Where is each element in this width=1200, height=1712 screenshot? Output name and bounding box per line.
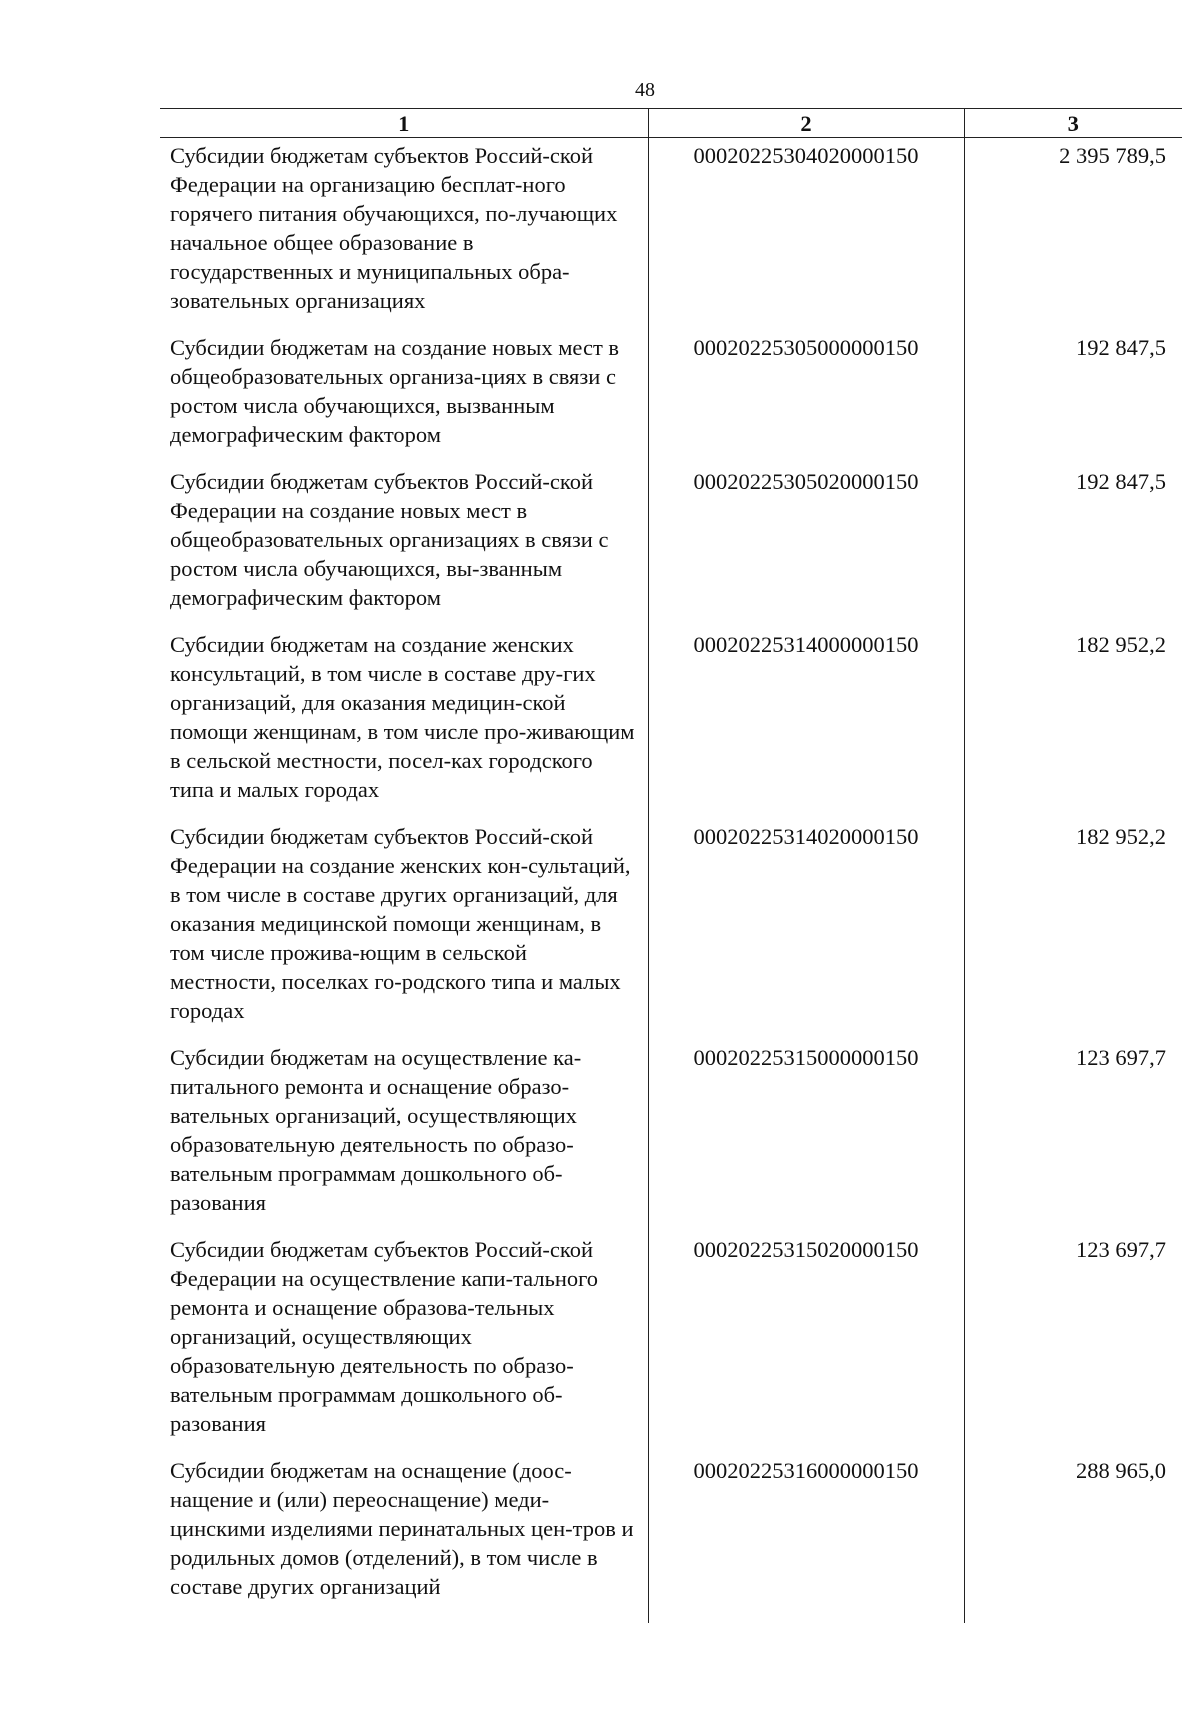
row-name-cell: Субсидии бюджетам на создание женских консультаций, в том числе в составе дру-гих организаций, для оказания медицин-ской помощи женщинам, в том числе про-живающим в сельской местности, посел-ках городского типа и малых городах (170, 632, 635, 802)
table-row (160, 330, 1182, 464)
row-code-cell: 00020225314020000150 (648, 819, 964, 1040)
row-code-cell: 00020225316000000150 (648, 1453, 964, 1623)
table-header-row (160, 109, 1182, 138)
page-number: 48 (635, 79, 655, 101)
table-row (160, 138, 1182, 331)
table-row (160, 1232, 1182, 1453)
column-header-3: 3 (964, 109, 1182, 138)
row-name-cell: Субсидии бюджетам субъектов Россий-ской Федерации на создание женских кон-сультаций, в том числе в составе других организаций, для оказания медицинской помощи женщинам, в том числе прожива-ющим в сельской местности, поселках го-родского типа и малых городах (170, 824, 631, 1023)
row-amount-cell: 123 697,7 (964, 1232, 1182, 1453)
row-code-cell: 00020225315000000150 (648, 1040, 964, 1232)
row-code-cell: 00020225304020000150 (648, 138, 964, 331)
table-row (160, 464, 1182, 627)
row-code-cell: 00020225315020000150 (648, 1232, 964, 1453)
row-name-cell: Субсидии бюджетам субъектов Россий-ской Федерации на создание новых мест в общеобразовательных организациях в связи с ростом числа обучающихся, вы-званным демографическим фактором (170, 469, 609, 610)
row-name-cell: Субсидии бюджетам на осуществление ка-питального ремонта и оснащение образо-вательных организаций, осуществляющих образовательную деятельность по образо-вательным программам дошкольного об-разования (170, 1045, 582, 1215)
row-code-cell: 00020225305020000150 (648, 464, 964, 627)
row-code-cell: 00020225305000000150 (648, 330, 964, 464)
row-amount-cell: 192 847,5 (964, 330, 1182, 464)
table-row (160, 819, 1182, 1040)
table-row (160, 1453, 1182, 1623)
row-amount-cell: 2 395 789,5 (964, 138, 1182, 331)
row-amount-cell: 123 697,7 (964, 1040, 1182, 1232)
row-name-cell: Субсидии бюджетам субъектов Россий-ской Федерации на осуществление капи-тального ремонта и оснащение образова-тельных организаций, осуществляющих образовательную деятельность по образо-вательным программам дошкольного об-разования (170, 1237, 599, 1436)
row-name-cell: Субсидии бюджетам на оснащение (доос-нащение и (или) переоснащение) меди-цинскими изделиями перинатальных цен-тров и родильных домов (отделений), в том числе в составе других организаций (170, 1458, 634, 1599)
table-row (160, 1040, 1182, 1232)
row-name-cell: Субсидии бюджетам субъектов Россий-ской Федерации на организацию бесплат-ного горячего питания обучающихся, по-лучающих начальное общее образование в государственных и муниципальных обра-зовательных организациях (170, 143, 618, 313)
table-row (160, 627, 1182, 819)
row-amount-cell: 192 847,5 (964, 464, 1182, 627)
row-amount-cell: 182 952,2 (964, 819, 1182, 1040)
column-header-2: 2 (648, 109, 964, 138)
row-amount-cell: 288 965,0 (964, 1453, 1182, 1623)
row-amount-cell: 182 952,2 (964, 627, 1182, 819)
budget-table (160, 108, 1182, 1623)
row-name-cell: Субсидии бюджетам на создание новых мест в общеобразовательных организа-циях в связи с ростом числа обучающихся, вызванным демографическим фактором (170, 335, 620, 447)
column-header-1: 1 (160, 109, 648, 138)
row-code-cell: 00020225314000000150 (648, 627, 964, 819)
